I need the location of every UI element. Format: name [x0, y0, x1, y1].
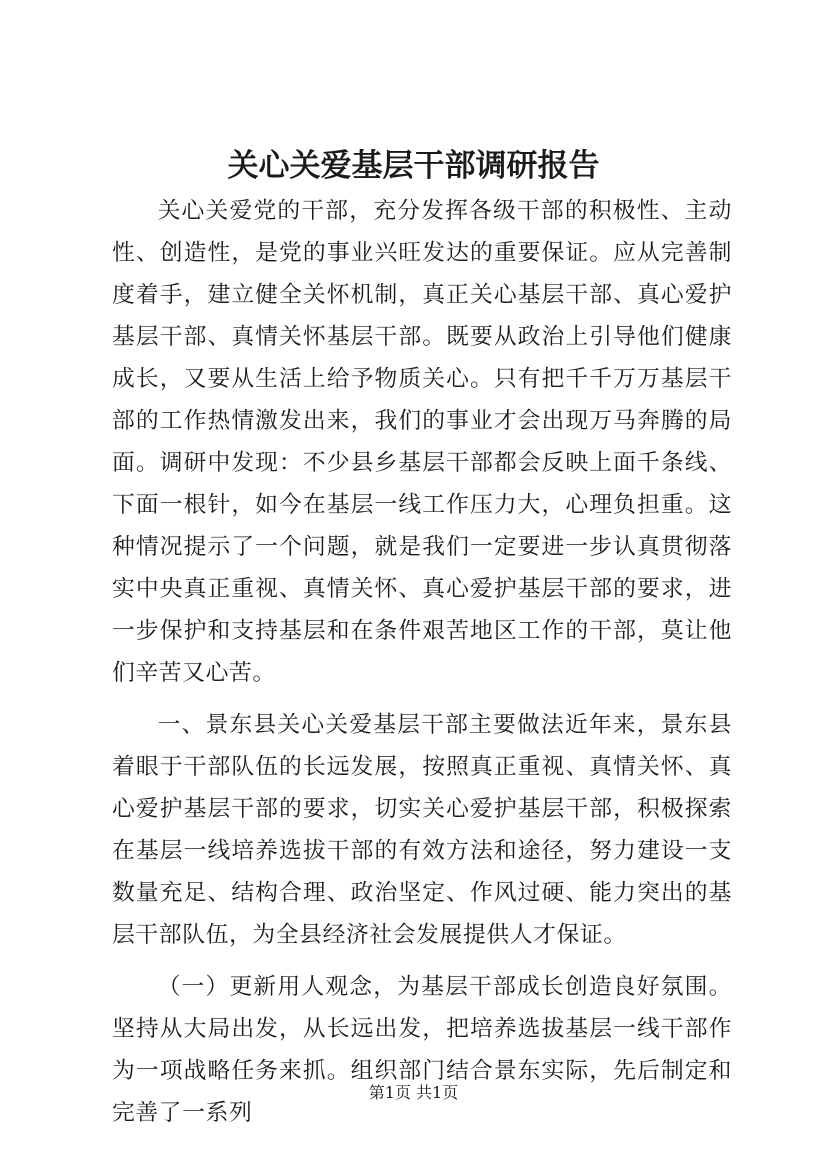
paragraph-subsection-one: （一）更新用人观念，为基层干部成长创造良好氛围。坚持从大局出发，从长远出发，把培养选拔基层一线干部作为一项战略任务来抓。组织部门结合景东实际，先后制定和完善了一系列	[112, 974, 732, 1126]
document-title: 关心关爱基层干部调研报告	[227, 148, 600, 184]
paragraph-intro: 关心关爱党的干部，充分发挥各级干部的积极性、主动性、创造性，是党的事业兴旺发达的重要保证。应从完善制度着手，建立健全关怀机制，真正关心基层干部、真心爱护基层干部、真情关怀基层干部。既要从政治上引导他们健康成长，又要从生活上给予物质关心。只有把千千万万基层干部的工作热情激发出来，我们的事业才会出现万马奔腾的局面。调研中发现：不少县乡基层干部都会反映上面千条线、下面一根针，如今在基层一线工作压力大，心理负担重。这种情况提示了一个问题，就是我们一定要进一步认真贯彻落实中央真正重视、真情关怀、真心爱护基层干部的要求，进一步保护和支持基层和在条件艰苦地区工作的干部，莫让他们辛苦又心苦。	[112, 198, 732, 686]
page-number-footer: 第1页 共1页	[368, 1083, 459, 1102]
document-body	[112, 190, 732, 1134]
paragraph-section-one: 一、景东县关心关爱基层干部主要做法近年来，景东县着眼于干部队伍的长远发展，按照真正重视、真情关怀、真心爱护基层干部的要求，切实关心爱护基层干部，积极探索在基层一线培养选拔干部的有效方法和途径，努力建设一支数量充足、结构合理、政治坚定、作风过硬、能力突出的基层干部队伍，为全县经济社会发展提供人才保证。	[112, 712, 732, 948]
